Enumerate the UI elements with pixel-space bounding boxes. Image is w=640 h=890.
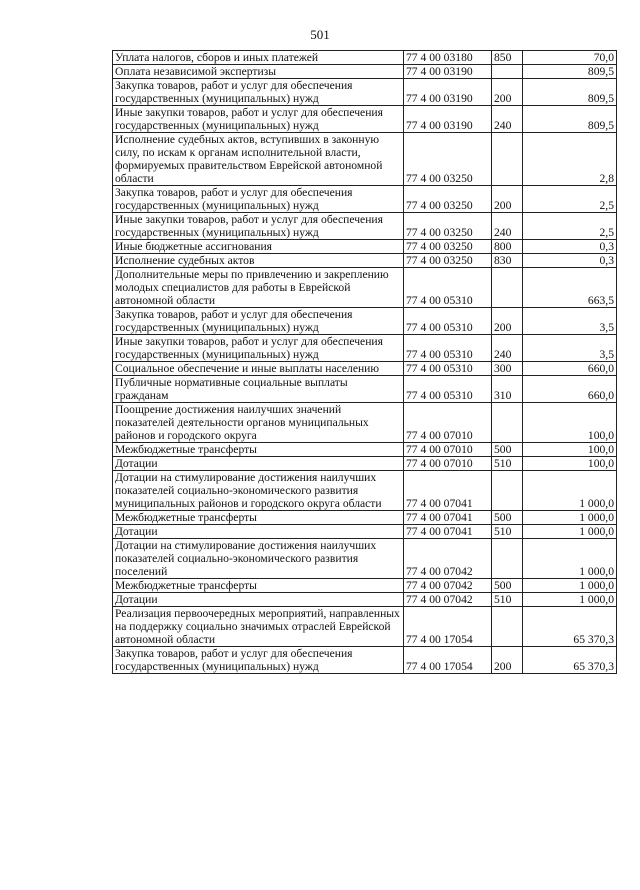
row-sum-cell: 2,8 [523, 133, 617, 186]
row-vr-cell: 510 [492, 593, 523, 607]
table-row [113, 443, 617, 457]
row-vr-cell: 300 [492, 362, 523, 376]
page-number: 501 [310, 27, 330, 42]
row-code-cell: 77 4 00 07010 [404, 457, 492, 471]
row-vr-cell: 500 [492, 579, 523, 593]
row-vr-cell: 510 [492, 457, 523, 471]
row-vr-cell [492, 403, 523, 443]
row-code-cell: 77 4 00 03250 [404, 186, 492, 213]
row-sum-cell: 100,0 [523, 403, 617, 443]
row-vr-cell [492, 607, 523, 647]
row-name-cell: Дополнительные меры по привлечению и закреплению молодых специалистов для работы в Еврейской автономной области [113, 268, 404, 308]
row-vr-cell [492, 133, 523, 186]
row-code-cell: 77 4 00 05310 [404, 335, 492, 362]
row-sum-cell: 70,0 [523, 51, 617, 65]
row-code-cell: 77 4 00 17054 [404, 647, 492, 674]
row-code-cell: 77 4 00 03250 [404, 213, 492, 240]
row-code-cell: 77 4 00 03180 [404, 51, 492, 65]
row-vr-cell: 200 [492, 308, 523, 335]
row-vr-cell: 500 [492, 443, 523, 457]
row-vr-cell: 200 [492, 186, 523, 213]
table-row [113, 511, 617, 525]
row-code-cell: 77 4 00 17054 [404, 607, 492, 647]
row-vr-cell: 310 [492, 376, 523, 403]
row-code-cell: 77 4 00 05310 [404, 362, 492, 376]
row-vr-cell [492, 471, 523, 511]
row-name-cell: Межбюджетные трансферты [113, 443, 404, 457]
row-name-cell: Дотации на стимулирование достижения наилучших показателей социально-экономического развития муниципальных районов и городского округа области [113, 471, 404, 511]
row-name-cell: Межбюджетные трансферты [113, 511, 404, 525]
row-sum-cell: 3,5 [523, 335, 617, 362]
row-code-cell: 77 4 00 07041 [404, 525, 492, 539]
table-row [113, 525, 617, 539]
row-name-cell: Иные закупки товаров, работ и услуг для обеспечения государственных (муниципальных) нужд [113, 106, 404, 133]
table-row [113, 213, 617, 240]
row-code-cell: 77 4 00 07010 [404, 443, 492, 457]
table-row [113, 240, 617, 254]
row-code-cell: 77 4 00 03190 [404, 65, 492, 79]
row-sum-cell: 809,5 [523, 65, 617, 79]
table-row [113, 471, 617, 511]
row-name-cell: Исполнение судебных актов, вступивших в законную силу, по искам к органам исполнительной власти, формируемых правительством Еврейской автономной области [113, 133, 404, 186]
row-name-cell: Закупка товаров, работ и услуг для обеспечения государственных (муниципальных) нужд [113, 647, 404, 674]
row-vr-cell: 240 [492, 335, 523, 362]
row-code-cell: 77 4 00 05310 [404, 268, 492, 308]
row-code-cell: 77 4 00 05310 [404, 308, 492, 335]
row-vr-cell [492, 268, 523, 308]
row-vr-cell: 240 [492, 213, 523, 240]
row-sum-cell: 2,5 [523, 186, 617, 213]
budget-table [112, 50, 617, 674]
row-vr-cell: 500 [492, 511, 523, 525]
row-sum-cell: 0,3 [523, 254, 617, 268]
row-sum-cell: 809,5 [523, 79, 617, 106]
row-sum-cell: 0,3 [523, 240, 617, 254]
row-name-cell: Закупка товаров, работ и услуг для обеспечения государственных (муниципальных) нужд [113, 308, 404, 335]
row-vr-cell: 800 [492, 240, 523, 254]
table-row [113, 51, 617, 65]
row-sum-cell: 3,5 [523, 308, 617, 335]
row-sum-cell: 100,0 [523, 457, 617, 471]
row-name-cell: Дотации [113, 525, 404, 539]
table-row [113, 186, 617, 213]
table-row [113, 579, 617, 593]
row-sum-cell: 65 370,3 [523, 647, 617, 674]
table-row [113, 268, 617, 308]
row-sum-cell: 65 370,3 [523, 607, 617, 647]
table-row [113, 308, 617, 335]
row-sum-cell: 1 000,0 [523, 539, 617, 579]
row-code-cell: 77 4 00 03190 [404, 106, 492, 133]
row-sum-cell: 809,5 [523, 106, 617, 133]
row-sum-cell: 2,5 [523, 213, 617, 240]
row-name-cell: Межбюджетные трансферты [113, 579, 404, 593]
row-name-cell: Закупка товаров, работ и услуг для обеспечения государственных (муниципальных) нужд [113, 79, 404, 106]
table-row [113, 376, 617, 403]
row-code-cell: 77 4 00 07042 [404, 579, 492, 593]
row-code-cell: 77 4 00 03250 [404, 254, 492, 268]
table-row [113, 79, 617, 106]
row-code-cell: 77 4 00 05310 [404, 376, 492, 403]
row-sum-cell: 1 000,0 [523, 511, 617, 525]
row-vr-cell: 200 [492, 647, 523, 674]
table-row [113, 647, 617, 674]
row-vr-cell: 510 [492, 525, 523, 539]
row-code-cell: 77 4 00 03190 [404, 79, 492, 106]
row-code-cell: 77 4 00 07041 [404, 511, 492, 525]
row-name-cell: Дотации [113, 593, 404, 607]
row-name-cell: Оплата независимой экспертизы [113, 65, 404, 79]
table-row [113, 457, 617, 471]
row-name-cell: Реализация первоочередных мероприятий, направленных на поддержку социально значимых отраслей Еврейской автономной области [113, 607, 404, 647]
row-vr-cell [492, 539, 523, 579]
row-name-cell: Иные закупки товаров, работ и услуг для обеспечения государственных (муниципальных) нужд [113, 335, 404, 362]
table-row [113, 539, 617, 579]
row-vr-cell [492, 65, 523, 79]
row-code-cell: 77 4 00 07042 [404, 593, 492, 607]
row-vr-cell: 830 [492, 254, 523, 268]
table-row [113, 403, 617, 443]
row-code-cell: 77 4 00 07010 [404, 403, 492, 443]
row-sum-cell: 1 000,0 [523, 593, 617, 607]
budget-table-body [113, 51, 617, 674]
row-name-cell: Дотации на стимулирование достижения наилучших показателей социально-экономического развития поселений [113, 539, 404, 579]
row-name-cell: Уплата налогов, сборов и иных платежей [113, 51, 404, 65]
table-row [113, 335, 617, 362]
table-row [113, 65, 617, 79]
row-code-cell: 77 4 00 07041 [404, 471, 492, 511]
row-sum-cell: 663,5 [523, 268, 617, 308]
row-sum-cell: 660,0 [523, 362, 617, 376]
row-name-cell: Поощрение достижения наилучших значений показателей деятельности органов муниципальных районов и городского округа [113, 403, 404, 443]
row-name-cell: Иные бюджетные ассигнования [113, 240, 404, 254]
row-name-cell: Дотации [113, 457, 404, 471]
row-name-cell: Иные закупки товаров, работ и услуг для обеспечения государственных (муниципальных) нужд [113, 213, 404, 240]
row-sum-cell: 1 000,0 [523, 525, 617, 539]
row-vr-cell: 200 [492, 79, 523, 106]
table-row [113, 593, 617, 607]
row-name-cell: Закупка товаров, работ и услуг для обеспечения государственных (муниципальных) нужд [113, 186, 404, 213]
row-sum-cell: 1 000,0 [523, 579, 617, 593]
row-sum-cell: 1 000,0 [523, 471, 617, 511]
table-row [113, 607, 617, 647]
table-row [113, 362, 617, 376]
row-code-cell: 77 4 00 03250 [404, 133, 492, 186]
row-code-cell: 77 4 00 07042 [404, 539, 492, 579]
row-sum-cell: 100,0 [523, 443, 617, 457]
row-name-cell: Социальное обеспечение и иные выплаты населению [113, 362, 404, 376]
table-row [113, 254, 617, 268]
row-vr-cell: 850 [492, 51, 523, 65]
row-code-cell: 77 4 00 03250 [404, 240, 492, 254]
row-name-cell: Исполнение судебных актов [113, 254, 404, 268]
row-name-cell: Публичные нормативные социальные выплаты гражданам [113, 376, 404, 403]
table-row [113, 106, 617, 133]
row-vr-cell: 240 [492, 106, 523, 133]
row-sum-cell: 660,0 [523, 376, 617, 403]
table-row [113, 133, 617, 186]
